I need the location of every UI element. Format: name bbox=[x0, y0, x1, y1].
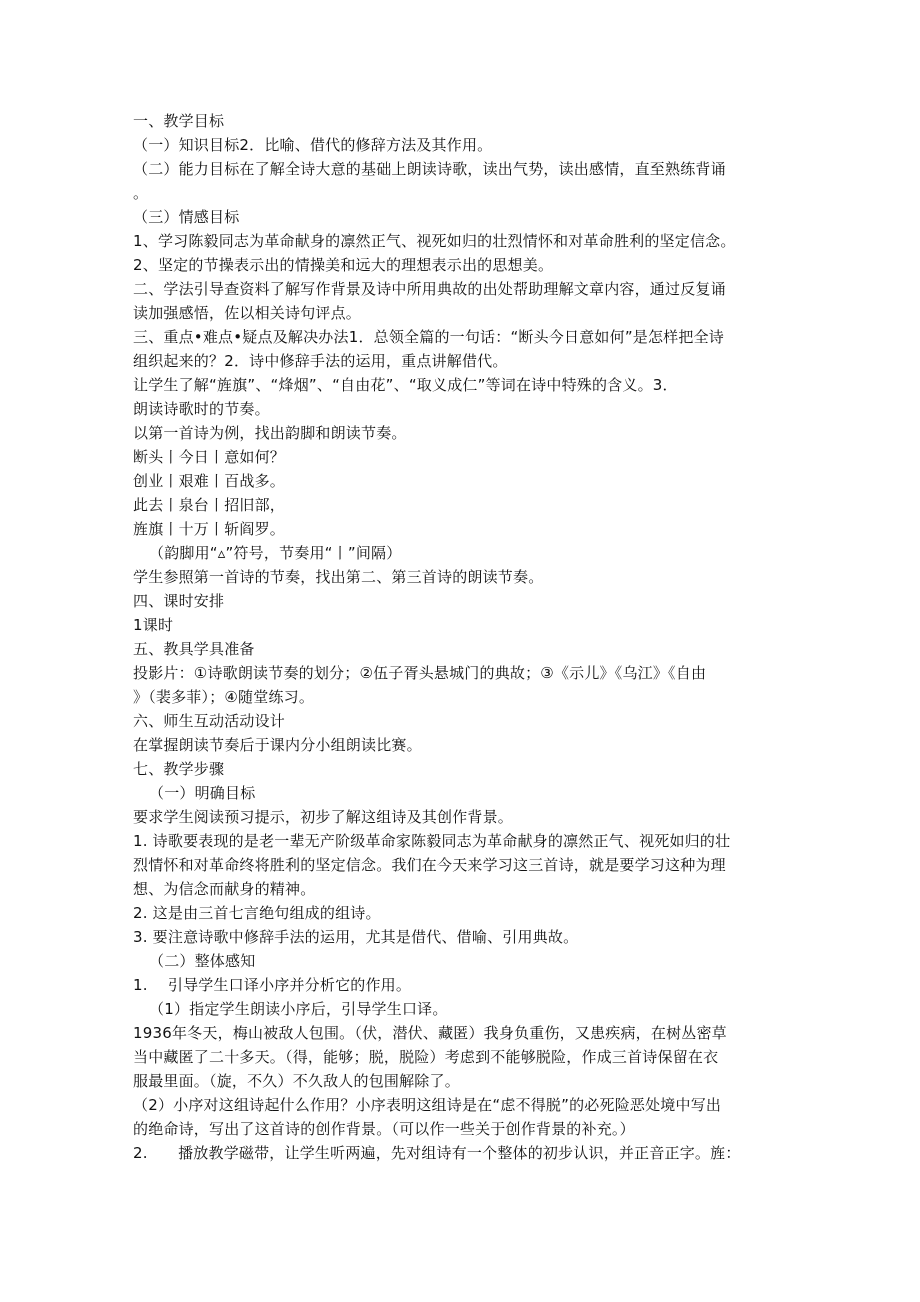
translation-3: 服最里面。（旋，不久）不久敌人的包围解除了。 bbox=[133, 1072, 460, 1090]
poem-line-4: 旌旗丨十万丨斩阎罗。 bbox=[133, 520, 286, 538]
translation-1: 1936年冬天，梅山被敌人包围。（伏，潜伏、藏匿）我身负重伤，又患疾病，在树丛密草 bbox=[133, 1024, 727, 1042]
step-1-intro: 要求学生阅读预习提示，初步了解这组诗及其创作背景。 bbox=[133, 808, 514, 826]
key-points: 三、重点•难点•疑点及解决办法1．总领全篇的一句话：“断头今日意如何”是怎样把全诗 bbox=[133, 328, 724, 346]
schedule-value: 1课时 bbox=[133, 616, 174, 634]
heading-teaching-goals: 一、教学目标 bbox=[133, 112, 225, 130]
ability-goal-cont: 。 bbox=[133, 184, 149, 202]
emotion-goal-heading: （三）情感目标 bbox=[133, 208, 240, 226]
step-1-point-2: 2. 这是由三首七言绝句组成的组诗。 bbox=[133, 904, 381, 922]
poem-line-3: 此去丨泉台丨招旧部， bbox=[133, 496, 286, 514]
key-points-cont-2: 让学生了解“旌旗”、“烽烟”、“自由花”、“取义成仁”等词在诗中特殊的含义。3． bbox=[133, 376, 678, 394]
translation-2: 当中藏匿了二十多天。（得，能够；脱，脱险）考虑到不能够脱险，作成三首诗保留在衣 bbox=[133, 1048, 719, 1066]
study-method: 二、学法引导查资料了解写作背景及诗中所用典故的出处帮助理解文章内容，通过反复诵 bbox=[133, 280, 726, 298]
heading-materials: 五、教具学具准备 bbox=[133, 640, 255, 658]
study-method-cont: 读加强感悟，佐以相关诗句评点。 bbox=[133, 304, 362, 322]
rhythm-note: （韵脚用“▵”符号，节奏用“丨”间隔） bbox=[149, 544, 402, 562]
step-1-point-3: 3. 要注意诗歌中修辞手法的运用，尤其是借代、借喻、引用典故。 bbox=[133, 928, 579, 946]
step-2-point-2: 2. 播放教学磁带，让学生听两遍，先对组诗有一个整体的初步认识，并正音正字。旌： bbox=[133, 1144, 741, 1162]
step-2-point-1: 1. 引导学生口译小序并分析它的作用。 bbox=[133, 976, 412, 994]
step-2-sub-1: （1）指定学生朗读小序后，引导学生口译。 bbox=[149, 1000, 448, 1018]
interaction-text: 在掌握朗读节奏后于课内分小组朗读比赛。 bbox=[133, 736, 422, 754]
rhythm-example-intro: 以第一首诗为例，找出韵脚和朗读节奏。 bbox=[133, 424, 407, 442]
poem-line-2: 创业丨艰难丨百战多。 bbox=[133, 472, 286, 490]
step-1-point-1-cont: 烈情怀和对革命终将胜利的坚定信念。我们在今天来学习这三首诗，就是要学习这种为理 bbox=[133, 856, 726, 874]
rhythm-task: 学生参照第一首诗的节奏，找出第二、第三首诗的朗读节奏。 bbox=[133, 568, 544, 586]
ability-goal: （二）能力目标在了解全诗大意的基础上朗读诗歌，读出气势，读出感情，直至熟练背诵 bbox=[133, 160, 726, 178]
step-1-point-1: 1. 诗歌要表现的是老一辈无产阶级革命家陈毅同志为革命献身的凛然正气、视死如归的壮 bbox=[133, 832, 731, 850]
poem-line-1: 断头丨今日丨意如何？ bbox=[133, 448, 286, 466]
key-points-cont-3: 朗读诗歌时的节奏。 bbox=[133, 400, 270, 418]
heading-interaction: 六、师生互动活动设计 bbox=[133, 712, 286, 730]
heading-schedule: 四、课时安排 bbox=[133, 592, 225, 610]
document-page bbox=[133, 109, 793, 1165]
key-points-cont: 组织起来的？2．诗中修辞手法的运用，重点讲解借代。 bbox=[133, 352, 508, 370]
step-2-sub-2-cont: 的绝命诗，写出了这首诗的创作背景。（可以作一些关于创作背景的补充。） bbox=[133, 1120, 635, 1138]
step-1-point-1-cont-2: 想、为信念而献身的精神。 bbox=[133, 880, 316, 898]
emotion-goal-1: 1、学习陈毅同志为革命献身的凛然正气、视死如归的壮烈情怀和对革命胜利的坚定信念。 bbox=[133, 232, 736, 250]
step-2-sub-2: （2）小序对这组诗起什么作用？小序表明这组诗是在“虑不得脱”的必死险恶处境中写出 bbox=[133, 1096, 722, 1114]
knowledge-goal: （一）知识目标2．比喻、借代的修辞方法及其作用。 bbox=[133, 136, 493, 154]
materials-list: 投影片：①诗歌朗读节奏的划分；②伍子胥头悬城门的典故；③《示儿》《乌江》《自由 bbox=[133, 664, 707, 682]
step-1-heading: （一）明确目标 bbox=[149, 784, 256, 802]
materials-list-cont: 》（裴多菲）；④随堂练习。 bbox=[133, 688, 315, 706]
heading-steps: 七、教学步骤 bbox=[133, 760, 225, 778]
emotion-goal-2: 2、坚定的节操表示出的情操美和远大的理想表示出的思想美。 bbox=[133, 256, 554, 274]
step-2-heading: （二）整体感知 bbox=[149, 952, 256, 970]
